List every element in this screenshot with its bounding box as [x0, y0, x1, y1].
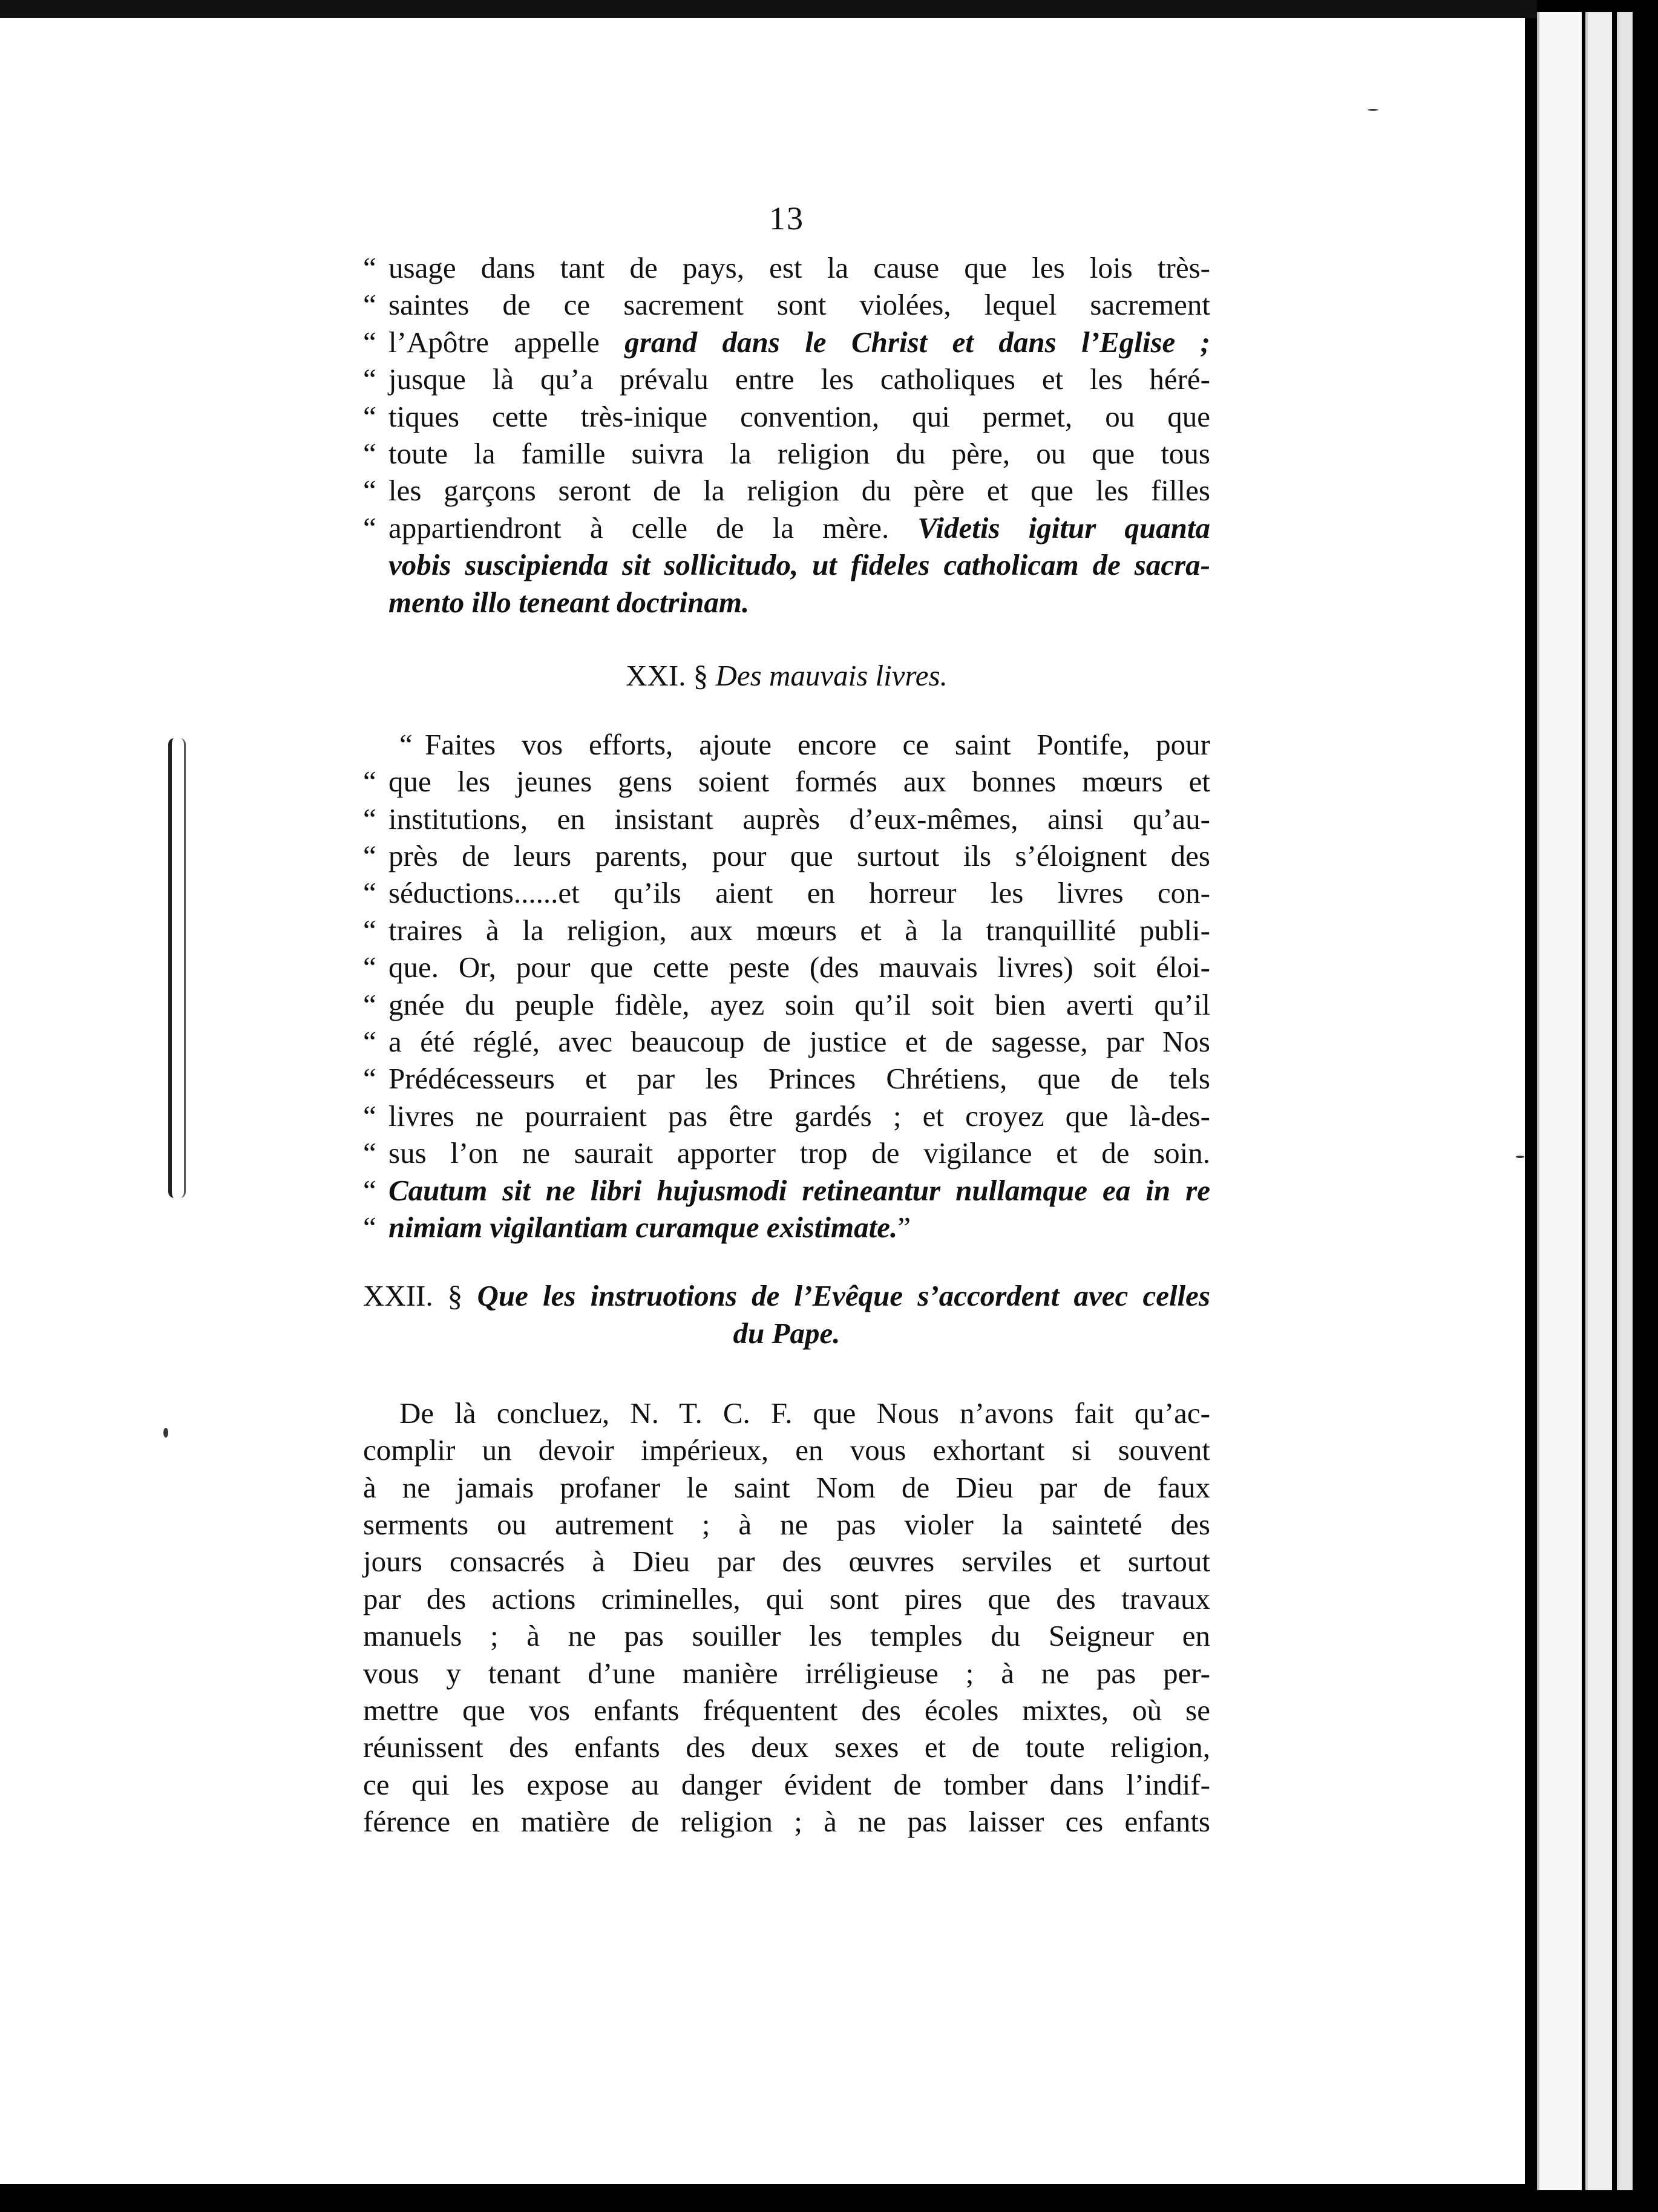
line-text: appartiendront à celle de la mère. — [388, 511, 918, 545]
paragraph-quote-2 — [363, 726, 1210, 1246]
quote-mark: “ — [363, 987, 376, 1021]
speck — [1368, 109, 1378, 111]
paragraph-quote-1 — [363, 249, 1210, 621]
quote-mark: “ — [363, 436, 376, 470]
quote-mark: “ — [363, 1210, 376, 1244]
section-heading-line — [363, 1277, 1210, 1314]
line-text: mettre que vos enfants fréquentent des écoles mixtes, où se — [363, 1693, 1210, 1727]
quote-mark: “ — [363, 474, 376, 508]
line-text: jusque là qu’a prévalu entre les catholiques et les héré- — [388, 362, 1210, 396]
text-line — [363, 1432, 1210, 1468]
text-line — [363, 1729, 1210, 1765]
quote-mark: “ — [363, 362, 376, 396]
speck — [163, 1428, 168, 1438]
line-text: tiques cette très-inique convention, qui permet, ou que — [388, 399, 1210, 433]
line-text: Prédécesseurs et par les Princes Chrétiens, que de tels — [388, 1062, 1210, 1096]
text-line — [363, 912, 1210, 949]
text-line — [363, 1543, 1210, 1580]
line-text: traires à la religion, aux mœurs et à la tranquillité publi- — [388, 913, 1210, 947]
line-text: toute la famille suivra la religion du père, ou que tous — [388, 436, 1210, 470]
text-line — [363, 1655, 1210, 1692]
text-line — [363, 1098, 1210, 1134]
text-line — [363, 1580, 1210, 1617]
section-title: Que les instruotions de l’Evêque s’accordent avec celles — [477, 1279, 1210, 1313]
text-line — [363, 584, 1210, 621]
line-text: De là concluez, N. T. C. F. que Nous n’avons fait qu’ac- — [399, 1396, 1210, 1430]
quote-mark: “ — [363, 511, 376, 545]
section-number: XXII. § — [363, 1279, 463, 1313]
text-line — [363, 546, 1210, 583]
line-text: ce qui les expose au danger évident de tomber dans l’indif- — [363, 1767, 1210, 1801]
line-text: sus l’on ne saurait apporter trop de vigilance et de soin. — [388, 1136, 1210, 1170]
italic-text: grand dans le Christ et dans l’Eglise ; — [624, 325, 1210, 359]
line-text: serments ou autrement ; à ne pas violer la sainteté des — [363, 1507, 1210, 1541]
text-line — [363, 249, 1210, 286]
text-line — [363, 1209, 1210, 1246]
text-block — [363, 200, 1210, 1840]
quote-mark: “ — [363, 913, 376, 947]
text-line — [363, 509, 1210, 546]
paragraph-body — [363, 1395, 1210, 1841]
line-text: que les jeunes gens soient formés aux bonnes mœurs et — [388, 765, 1210, 799]
quote-mark: “ — [363, 1173, 376, 1207]
line-text: à ne jamais profaner le saint Nom de Dieu par de faux — [363, 1470, 1210, 1504]
line-text: vous y tenant d’une manière irréligieuse ; à ne pas per- — [363, 1656, 1210, 1690]
text-line — [363, 874, 1210, 911]
quote-mark: “ — [363, 325, 376, 359]
line-text: réunissent des enfants des deux sexes et de toute religion, — [363, 1730, 1210, 1764]
section-heading-line — [363, 1315, 1210, 1352]
text-line — [363, 1134, 1210, 1171]
text-line — [363, 472, 1210, 509]
quote-mark: “ — [363, 1136, 376, 1170]
text-line — [363, 726, 1210, 763]
line-text: manuels ; à ne pas souiller les temples du Seigneur en — [363, 1619, 1210, 1653]
line-text: complir un devoir impérieux, en vous exhortant si souvent — [363, 1433, 1210, 1467]
line-text: institutions, en insistant auprès d’eux-mêmes, ainsi qu’au- — [388, 802, 1210, 836]
quote-mark: “ — [363, 399, 376, 433]
page-number: 13 — [769, 200, 804, 237]
text-line — [363, 1766, 1210, 1803]
line-text: livres ne pourraient pas être gardés ; et croyez que là-des- — [388, 1099, 1210, 1133]
speck — [1516, 1156, 1524, 1158]
line-text: Faites vos efforts, ajoute encore ce saint Pontife, pour — [425, 727, 1210, 761]
line-text: les garçons seront de la religion du père et que les filles — [388, 474, 1210, 508]
quote-mark: “ — [363, 1062, 376, 1096]
line-text: ” — [897, 1210, 911, 1244]
line-text: par des actions criminelles, qui sont pires que des travaux — [363, 1582, 1210, 1615]
quote-mark: “ — [399, 727, 413, 761]
section-heading-22 — [363, 1277, 1210, 1352]
italic-text: Videtis igitur quanta — [917, 511, 1211, 545]
line-text: férence en matière de religion ; à ne pas laisser ces enfants — [363, 1805, 1210, 1839]
section-title-cont: du Pape. — [733, 1316, 840, 1350]
line-text: l’Apôtre appelle — [388, 325, 625, 359]
quote-mark: “ — [363, 765, 376, 799]
text-line — [363, 398, 1210, 435]
line-text: que. Or, pour que cette peste (des mauvais livres) soit éloi- — [388, 951, 1210, 984]
text-line — [363, 1617, 1210, 1654]
text-line — [363, 949, 1210, 986]
line-text: jours consacrés à Dieu par des œuvres serviles et surtout — [363, 1545, 1210, 1579]
text-line — [363, 837, 1210, 874]
line-text: séductions......et qu’ils aient en horreur les livres con- — [388, 876, 1210, 910]
quote-mark: “ — [363, 951, 376, 984]
quote-mark: “ — [363, 288, 376, 322]
text-line — [363, 1023, 1210, 1060]
text-line — [363, 435, 1210, 472]
text-line — [363, 1506, 1210, 1543]
italic-text: Cautum sit ne libri hujusmodi retineantur nullamque ea in re — [388, 1173, 1210, 1207]
text-line — [363, 1172, 1210, 1209]
quote-mark: “ — [363, 876, 376, 910]
section-heading-21 — [363, 657, 1210, 695]
line-text: saintes de ce sacrement sont violées, lequel sacrement — [388, 288, 1210, 322]
italic-text: vobis suscipienda sit sollicitudo, ut fideles catholicam de sacra- — [388, 548, 1210, 582]
binding-mark — [168, 738, 186, 1198]
text-line — [363, 1692, 1210, 1729]
text-line — [363, 286, 1210, 323]
text-line — [363, 1395, 1210, 1432]
line-text: près de leurs parents, pour que surtout ils s’éloignent des — [388, 839, 1210, 873]
quote-mark: “ — [363, 1025, 376, 1059]
page-edge — [1585, 12, 1612, 2190]
page-edge — [1537, 12, 1582, 2190]
page-edge — [1617, 12, 1633, 2190]
text-line — [363, 324, 1210, 361]
text-line — [363, 361, 1210, 398]
quote-mark: “ — [363, 1099, 376, 1133]
italic-text: mento illo teneant doctrinam. — [388, 585, 750, 619]
text-line — [363, 1469, 1210, 1506]
line-text: a été réglé, avec beaucoup de justice et de sagesse, par Nos — [388, 1025, 1210, 1059]
line-text: gnée du peuple fidèle, ayez soin qu’il soit bien averti qu’il — [388, 987, 1210, 1021]
scan-border-top — [0, 0, 1537, 18]
text-line — [363, 986, 1210, 1023]
text-line — [363, 1060, 1210, 1097]
quote-mark: “ — [363, 802, 376, 836]
italic-text: nimiam vigilantiam curamque existimate. — [388, 1210, 898, 1244]
line-text: usage dans tant de pays, est la cause que les lois très- — [388, 251, 1210, 284]
text-line — [363, 1803, 1210, 1840]
quote-mark: “ — [363, 251, 376, 284]
quote-mark: “ — [363, 839, 376, 873]
section-title: Des mauvais livres. — [715, 658, 948, 692]
text-line — [363, 763, 1210, 800]
section-number: XXI. § — [626, 658, 709, 692]
text-line — [363, 800, 1210, 837]
